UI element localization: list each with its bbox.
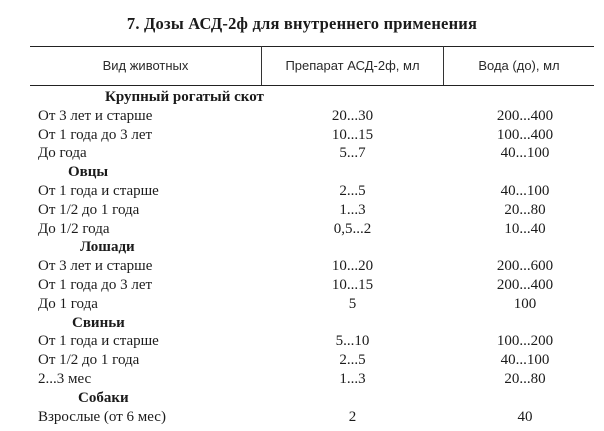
header-preparation: Препарат АСД-2ф, мл bbox=[285, 58, 420, 73]
preparation-cell: 0,5...2 bbox=[333, 220, 372, 237]
age-cell: 2...3 мес bbox=[38, 370, 92, 387]
table-row bbox=[0, 408, 604, 427]
preparation-cell: 20...30 bbox=[331, 107, 374, 124]
water-cell: 100 bbox=[513, 295, 537, 312]
preparation-cell: 5...10 bbox=[335, 333, 370, 350]
preparation-cell: 1...3 bbox=[339, 201, 366, 218]
water-cell: 40...100 bbox=[500, 145, 550, 162]
preparation-cell: 10...20 bbox=[331, 258, 374, 275]
table-row bbox=[0, 126, 604, 145]
age-cell: От 3 лет и старше bbox=[38, 107, 153, 124]
group-name: Свиньи bbox=[72, 314, 125, 331]
dose-table bbox=[0, 88, 604, 426]
group-row bbox=[0, 314, 604, 333]
water-cell: 100...400 bbox=[496, 126, 554, 143]
age-cell: От 1 года и старше bbox=[38, 182, 159, 199]
age-cell: От 3 лет и старше bbox=[38, 258, 153, 275]
water-cell: 200...400 bbox=[496, 107, 554, 124]
water-cell: 40...100 bbox=[500, 352, 550, 369]
table-row bbox=[0, 295, 604, 314]
group-name: Собаки bbox=[78, 389, 129, 406]
table-title: 7. Дозы АСД-2ф для внутреннего применения bbox=[126, 14, 478, 33]
preparation-cell: 10...15 bbox=[331, 126, 374, 143]
table-row bbox=[0, 370, 604, 389]
water-cell: 40 bbox=[517, 408, 533, 425]
water-cell: 100...200 bbox=[496, 333, 554, 350]
preparation-cell: 2...5 bbox=[339, 182, 366, 199]
preparation-cell: 5 bbox=[348, 295, 357, 312]
age-cell: От 1 года до 3 лет bbox=[38, 126, 153, 143]
water-cell: 10...40 bbox=[504, 220, 546, 237]
header-top-rule bbox=[30, 46, 594, 47]
age-cell: От 1/2 до 1 года bbox=[38, 201, 140, 218]
age-cell: От 1/2 до 1 года bbox=[38, 352, 140, 369]
table-row bbox=[0, 220, 604, 239]
preparation-cell: 10...15 bbox=[331, 276, 374, 293]
water-cell: 20...80 bbox=[504, 201, 546, 218]
preparation-cell: 2 bbox=[348, 408, 357, 425]
table-row bbox=[0, 201, 604, 220]
age-cell: До года bbox=[38, 145, 87, 162]
water-cell: 20...80 bbox=[504, 370, 546, 387]
group-name: Овцы bbox=[68, 164, 109, 181]
age-cell: До 1/2 года bbox=[38, 220, 110, 237]
header-bottom-rule bbox=[30, 85, 594, 86]
age-cell: От 1 года до 3 лет bbox=[38, 276, 153, 293]
group-name: Лошади bbox=[80, 239, 135, 256]
table-row bbox=[0, 107, 604, 126]
water-cell: 200...600 bbox=[496, 258, 554, 275]
preparation-cell: 5...7 bbox=[339, 145, 366, 162]
group-row bbox=[0, 88, 604, 107]
preparation-cell: 2...5 bbox=[339, 352, 366, 369]
age-cell: До 1 года bbox=[38, 295, 98, 312]
table-row bbox=[0, 257, 604, 276]
table-row bbox=[0, 182, 604, 201]
preparation-cell: 1...3 bbox=[339, 370, 366, 387]
table-row bbox=[0, 332, 604, 351]
age-cell: От 1 года и старше bbox=[38, 333, 159, 350]
group-row bbox=[0, 163, 604, 182]
table-row bbox=[0, 144, 604, 163]
group-name: Крупный рогатый скот bbox=[105, 89, 264, 105]
header-water: Вода (до), мл bbox=[478, 58, 560, 73]
group-row bbox=[0, 389, 604, 408]
age-cell: Взрослые (от 6 мес) bbox=[38, 408, 166, 425]
header-animal: Вид животных bbox=[102, 58, 189, 73]
table-row bbox=[0, 276, 604, 295]
water-cell: 200...400 bbox=[496, 276, 554, 293]
group-row bbox=[0, 238, 604, 257]
water-cell: 40...100 bbox=[500, 182, 550, 199]
table-row bbox=[0, 351, 604, 370]
